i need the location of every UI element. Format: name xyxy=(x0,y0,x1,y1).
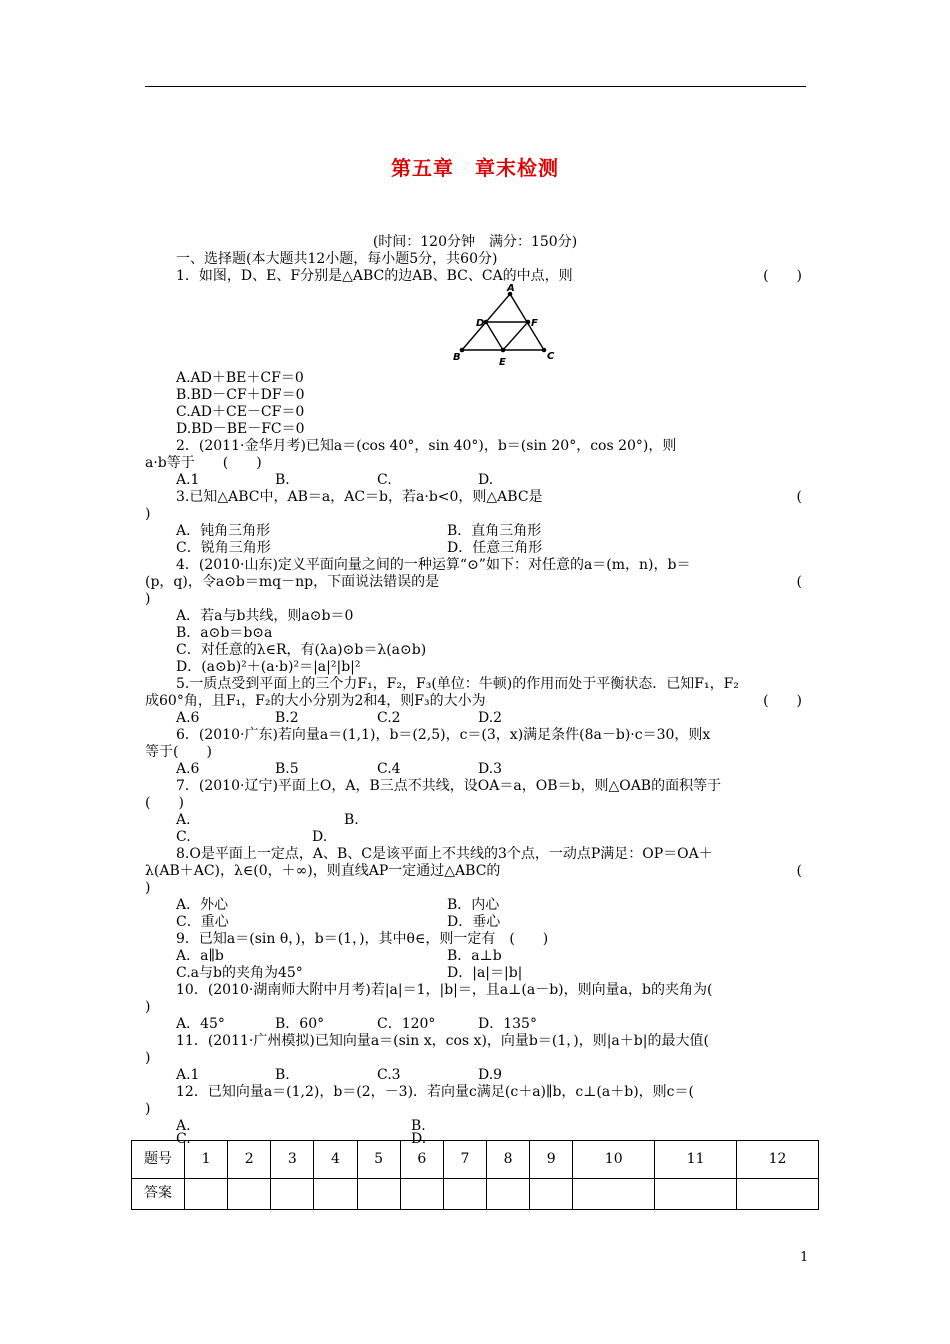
number-cell: 2 xyxy=(228,1141,271,1179)
section-heading: 一、选择题(本大题共12小题，每小题5分，共60分) xyxy=(176,251,498,267)
q9-option-b: B．a⊥b xyxy=(447,948,502,964)
q3-option-b: B．直角三角形 xyxy=(447,523,542,539)
q4-option-a: A．若a与b共线，则a⊙b＝0 xyxy=(176,608,354,624)
q8-line1: 8.O是平面上一定点，A、B、C是该平面上不共线的3个点，一动点P满足：OP＝OA＋ xyxy=(176,846,713,862)
q1-option-c: C.AD＋CE－CF＝0 xyxy=(176,404,305,420)
q12-line1: 12．已知向量a＝(1,2)，b＝(2，－3)．若向量c满足(c＋a)∥b，c⊥(a＋b)，则c＝( xyxy=(176,1084,694,1100)
q10-option-d: D．135° xyxy=(478,1016,537,1032)
q6-option-b: B.5 xyxy=(275,761,299,777)
number-cell: 9 xyxy=(530,1141,573,1179)
q8-paren-close: ) xyxy=(145,880,151,896)
q10-option-c: C．120° xyxy=(377,1016,436,1032)
q9-option-d: D．|a|＝|b| xyxy=(447,965,523,981)
number-cell: 4 xyxy=(314,1141,357,1179)
q10-option-a: A．45° xyxy=(176,1016,225,1032)
q4-option-b: B．a⊙b＝b⊙a xyxy=(176,625,273,641)
q12-line2: ) xyxy=(145,1101,151,1117)
q6-option-c: C.4 xyxy=(377,761,401,777)
q2-option-c: C. xyxy=(377,472,392,488)
answer-table xyxy=(131,1140,819,1210)
number-cell: 1 xyxy=(185,1141,228,1179)
q7-line1: 7．(2010·辽宁)平面上O，A，B三点不共线，设OA＝a，OB＝b，则△OAB的面积等于 xyxy=(176,778,722,794)
number-cell: 10 xyxy=(573,1141,655,1179)
answer-cell[interactable] xyxy=(271,1178,314,1209)
q7-option-a: A. xyxy=(176,812,191,828)
answer-cell[interactable] xyxy=(573,1178,655,1209)
q6-line2: 等于( ) xyxy=(145,744,212,760)
q10-line2: ) xyxy=(145,999,151,1015)
q2-line2: a·b等于 ( ) xyxy=(145,455,262,471)
top-rule xyxy=(145,86,806,87)
q11-option-c: C.3 xyxy=(377,1067,401,1083)
time-score-line: (时间：120分钟 满分：150分) xyxy=(372,234,578,250)
number-cell: 8 xyxy=(486,1141,529,1179)
label-b: B xyxy=(453,352,461,363)
q5-option-a: A.6 xyxy=(176,710,200,726)
q8-option-d: D．垂心 xyxy=(447,914,501,930)
q5-option-d: D.2 xyxy=(478,710,503,726)
q9-option-c: C.a与b的夹角为45° xyxy=(176,965,303,981)
answer-cell[interactable] xyxy=(314,1178,357,1209)
answer-cell[interactable] xyxy=(486,1178,529,1209)
q3-option-a: A．钝角三角形 xyxy=(176,523,271,539)
q10-option-b: B．60° xyxy=(275,1016,325,1032)
number-cell: 3 xyxy=(271,1141,314,1179)
q3-line1: 3.已知△ABC中，AB＝a，AC＝b，若a·b<0，则△ABC是 xyxy=(176,489,543,505)
q1-answer-paren: ( ) xyxy=(763,268,802,284)
label-d: D xyxy=(476,318,485,329)
q6-option-d: D.3 xyxy=(478,761,503,777)
number-cell: 12 xyxy=(737,1141,819,1179)
triangle-figure xyxy=(450,282,560,372)
q5-line2: 成60°角，且F₁，F₂的大小分别为2和4，则F₃的大小为 xyxy=(145,693,486,709)
q11-option-d: D.9 xyxy=(478,1067,503,1083)
q9-line1: 9．已知a＝(sin θ，)，b＝(1，)，其中θ∈，则一定有 ( ) xyxy=(176,931,549,947)
label-e: E xyxy=(499,357,506,368)
q8-paren-open: ( xyxy=(796,863,802,879)
q7-option-d: D. xyxy=(312,829,328,845)
q11-line2: ) xyxy=(145,1050,151,1066)
q8-option-a: A．外心 xyxy=(176,897,229,913)
q3-option-d: D．任意三角形 xyxy=(447,540,543,556)
answer-cell[interactable] xyxy=(185,1178,228,1209)
answer-row xyxy=(132,1178,819,1209)
answer-cell[interactable] xyxy=(737,1178,819,1209)
q2-option-d: D. xyxy=(478,472,494,488)
number-cell: 7 xyxy=(443,1141,486,1179)
q1-option-b: B.BD－CF＋DF＝0 xyxy=(176,387,305,403)
answer-cell[interactable] xyxy=(530,1178,573,1209)
answer-cell[interactable] xyxy=(357,1178,400,1209)
q5-option-c: C.2 xyxy=(377,710,401,726)
q2-option-a: A.1 xyxy=(176,472,200,488)
answer-cell[interactable] xyxy=(228,1178,271,1209)
q3-paren-close: ) xyxy=(145,506,151,522)
q1-stem: 1．如图，D、E、F分别是△ABC的边AB、BC、CA的中点，则 xyxy=(176,268,573,284)
q4-option-c: C．对任意的λ∈R，有(λa)⊙b＝λ(a⊙b) xyxy=(176,642,427,658)
q3-paren-open: ( xyxy=(796,489,802,505)
q6-option-a: A.6 xyxy=(176,761,200,777)
page-title: 第五章 章末检测 xyxy=(391,156,559,180)
number-cell: 5 xyxy=(357,1141,400,1179)
q9-option-a: A．a∥b xyxy=(176,948,224,964)
number-cell: 11 xyxy=(655,1141,737,1179)
q4-line1: 4．(2010·山东)定义平面向量之间的一种运算“⊙”如下：对任意的a＝(m，n)，b＝ xyxy=(176,557,691,573)
q11-line1: 11．(2011·广州模拟)已知向量a＝(sin x，cos x)，向量b＝(1，)，则|a＋b|的最大值( xyxy=(176,1033,709,1049)
q2-line1: 2．(2011·金华月考)已知a＝(cos 40°，sin 40°)，b＝(sin 20°，cos 20°)，则 xyxy=(176,438,677,454)
page-number: 1 xyxy=(800,1250,809,1265)
row-header-answer: 答案 xyxy=(132,1178,185,1209)
row-header-number: 题号 xyxy=(132,1141,185,1179)
answer-cell[interactable] xyxy=(655,1178,737,1209)
q1-option-d: D.BD－BE－FC＝0 xyxy=(176,421,305,437)
q7-line2: ( ) xyxy=(145,795,184,811)
q7-option-b: B. xyxy=(344,812,359,828)
answer-cell[interactable] xyxy=(443,1178,486,1209)
q8-option-b: B．内心 xyxy=(447,897,500,913)
q5-line1: 5.一质点受到平面上的三个力F₁，F₂，F₃(单位：牛顿)的作用而处于平衡状态．已知F₁，F₂ xyxy=(176,676,739,692)
q8-option-c: C．重心 xyxy=(176,914,229,930)
q12-option-b: B. xyxy=(411,1118,426,1134)
label-c: C xyxy=(547,351,555,362)
q1-option-a: A.AD＋BE＋CF＝0 xyxy=(176,370,304,386)
label-f: F xyxy=(531,318,538,329)
q4-paren-close: ) xyxy=(145,591,151,607)
label-a: A xyxy=(507,283,515,294)
q12-option-d: D. xyxy=(411,1131,427,1147)
q5-answer-paren: ( ) xyxy=(763,693,802,709)
number-cell: 6 xyxy=(400,1141,443,1179)
q4-option-d: D．(a⊙b)²＋(a·b)²＝|a|²|b|² xyxy=(176,659,361,675)
q5-option-b: B.2 xyxy=(275,710,299,726)
q11-option-b: B. xyxy=(275,1067,290,1083)
q2-option-b: B. xyxy=(275,472,290,488)
q11-option-a: A.1 xyxy=(176,1067,200,1083)
q6-line1: 6．(2010·广东)若向量a＝(1,1)，b＝(2,5)，c＝(3，x)满足条件(8a－b)·c＝30，则x xyxy=(176,727,711,743)
q10-line1: 10．(2010·湖南师大附中月考)若|a|＝1，|b|＝，且a⊥(a－b)，则向量a，b的夹角为( xyxy=(176,982,713,998)
q8-line2: λ(AB＋AC)，λ∈(0，＋∞)，则直线AP一定通过△ABC的 xyxy=(145,863,501,879)
q4-paren-open: ( xyxy=(796,574,802,590)
q7-option-c: C. xyxy=(176,829,191,845)
answer-cell[interactable] xyxy=(400,1178,443,1209)
q12-option-c: C. xyxy=(176,1131,191,1147)
question-number-row xyxy=(132,1141,819,1179)
q12-option-a: A. xyxy=(176,1118,191,1134)
q4-line2: (p，q)，令a⊙b＝mq－np，下面说法错误的是 xyxy=(145,574,440,590)
q3-option-c: C．锐角三角形 xyxy=(176,540,271,556)
